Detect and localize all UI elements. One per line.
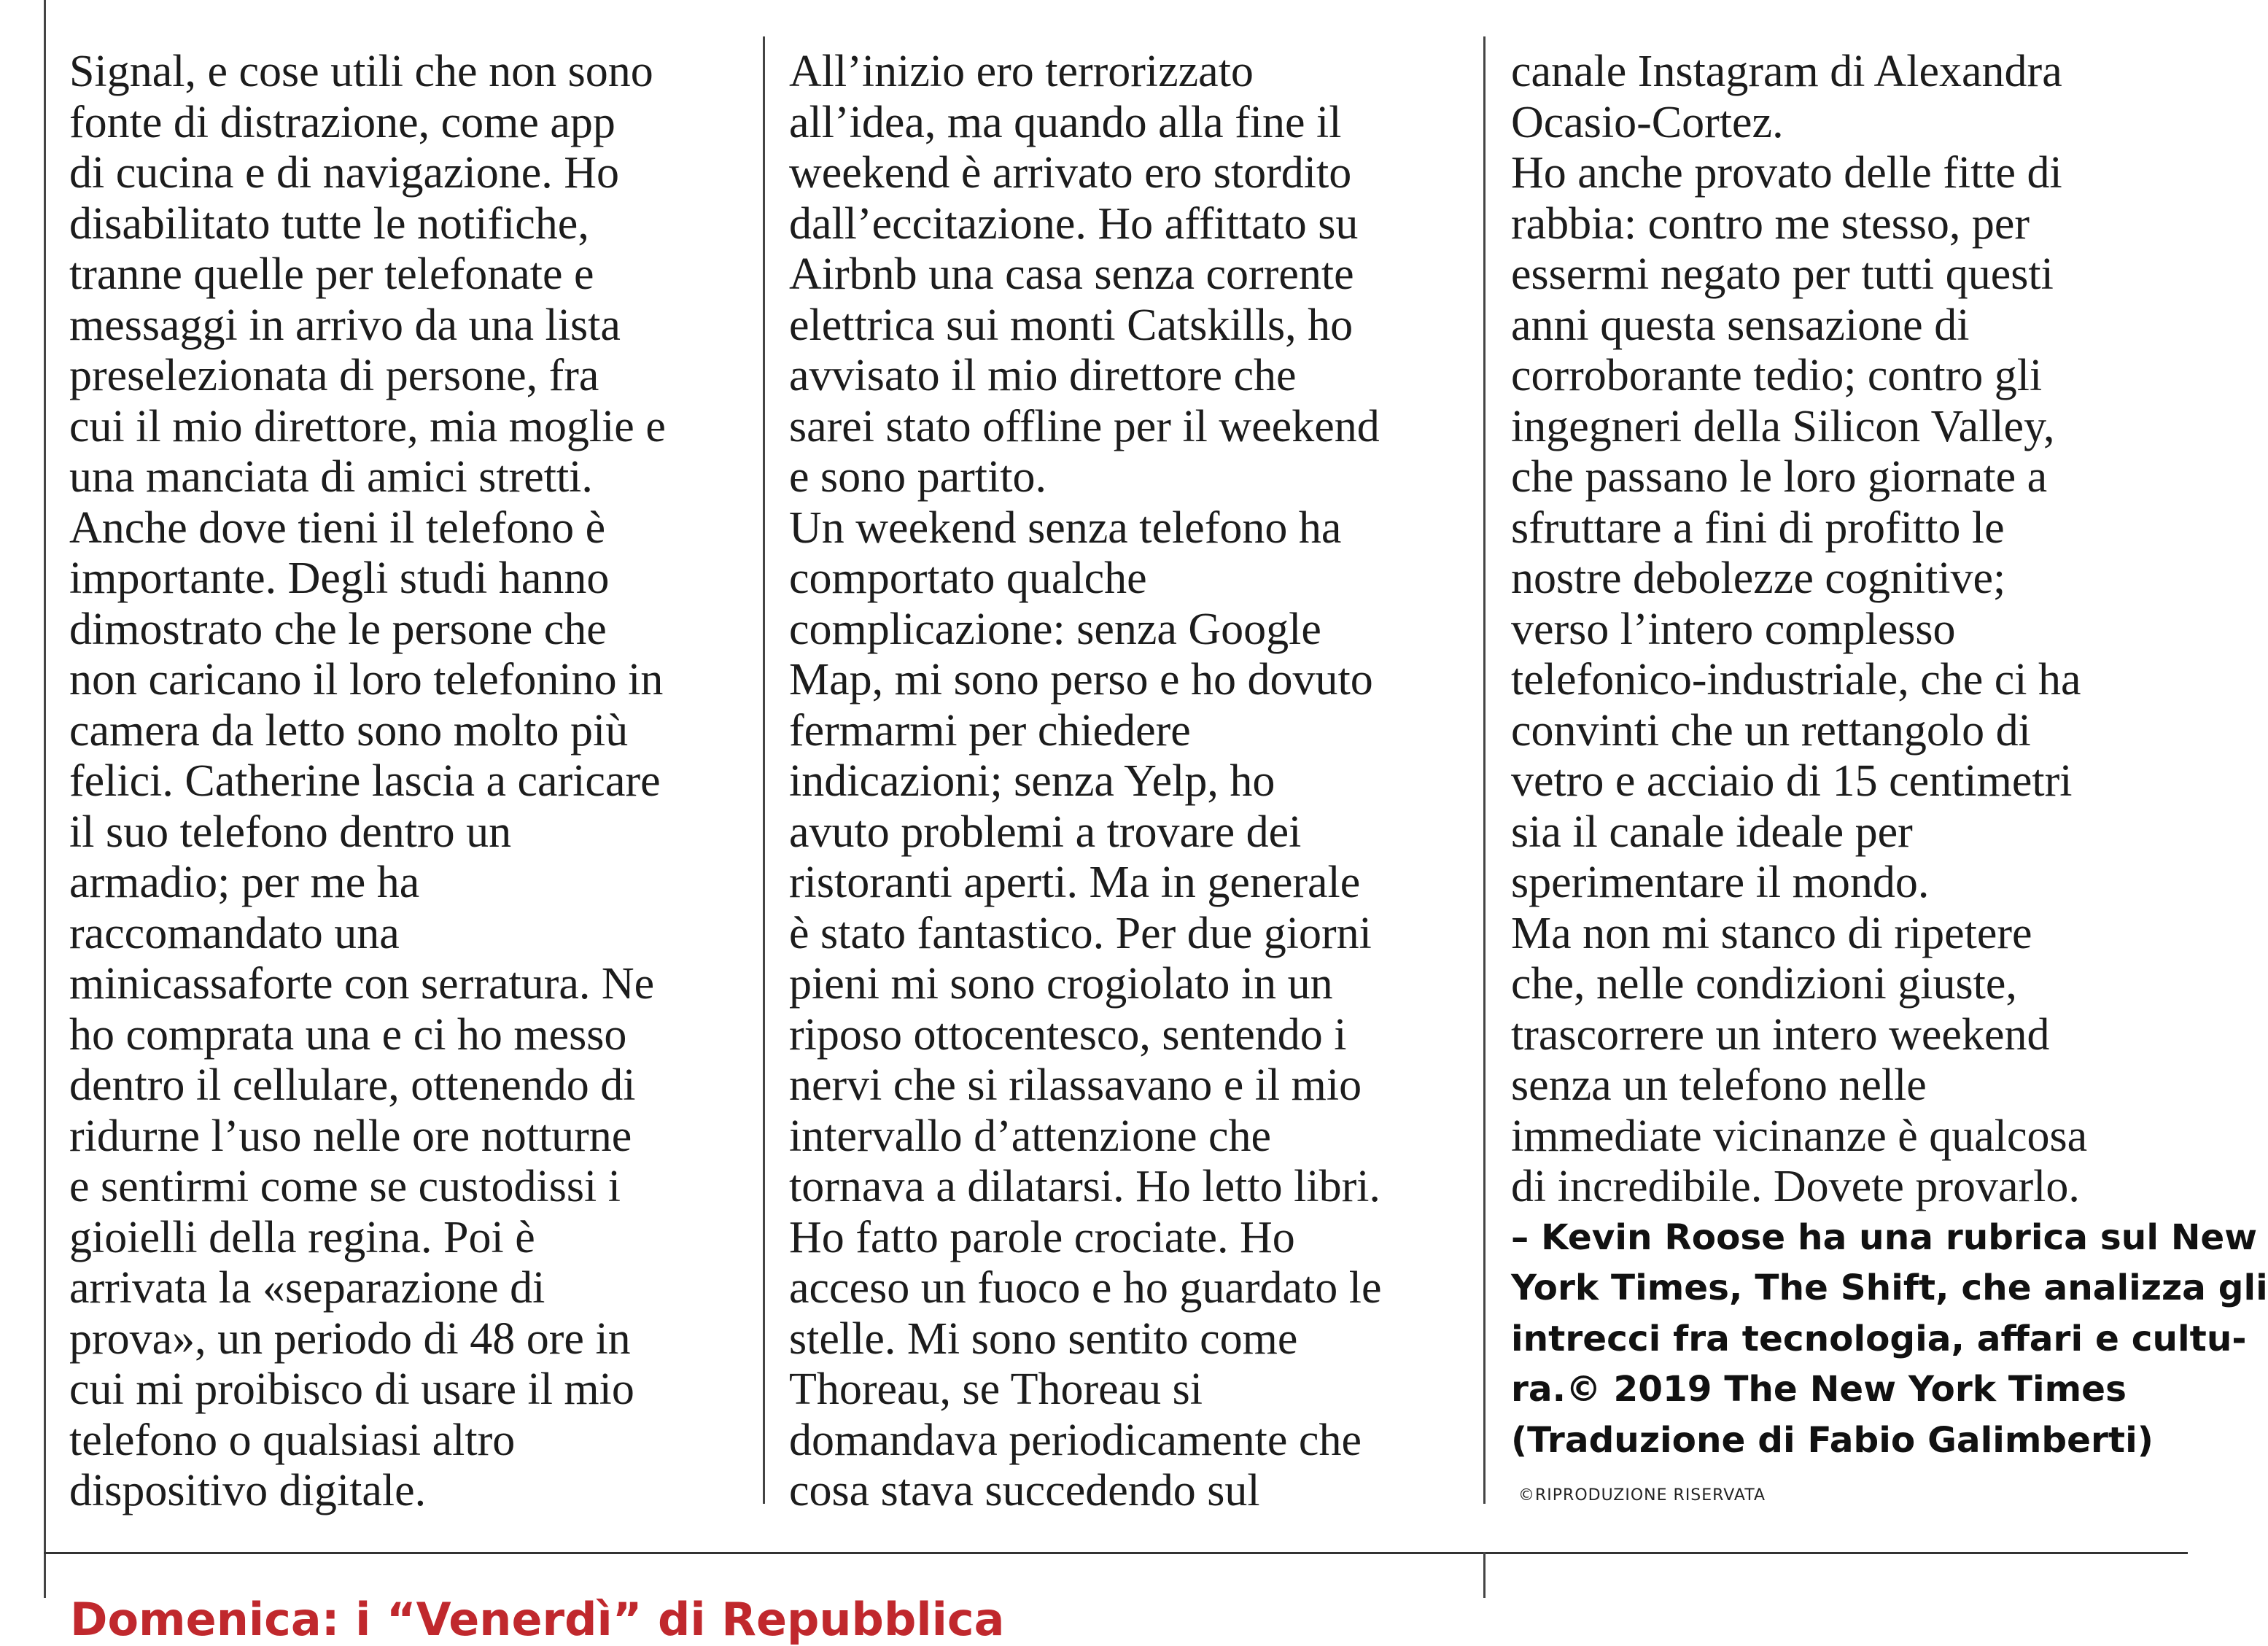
text-line: domandava periodicamente che	[789, 1415, 1362, 1465]
text-line: ho comprata una e ci ho messo	[69, 1009, 627, 1060]
text-line: pieni mi sono crogiolato in un	[789, 959, 1333, 1009]
text-line: dentro il cellulare, ottenendo di	[69, 1060, 636, 1110]
text-line: immediate vicinanze è qualcosa	[1511, 1111, 2088, 1161]
text-line: di cucina e di navigazione. Ho	[69, 148, 620, 198]
text-line: Thoreau, se Thoreau si	[789, 1364, 1203, 1414]
signature-line: ra.© 2019 The New York Times	[1511, 1369, 2127, 1410]
signature-line: York Times, The Shift, che analizza gli	[1511, 1268, 2268, 1308]
text-line: disabilitato tutte le notifiche,	[69, 198, 589, 249]
text-line: ridurne l’uso nelle ore notturne	[69, 1111, 632, 1161]
text-line: cui mi proibisco di usare il mio	[69, 1364, 634, 1414]
text-line: avvisato il mio direttore che	[789, 351, 1297, 400]
article-column-2	[789, 47, 1382, 1515]
article-column-1	[69, 47, 666, 1515]
text-line: Signal, e cose utili che non sono	[69, 47, 653, 96]
text-line: che passano le loro giornate a	[1511, 452, 2048, 502]
article-column-3	[1511, 47, 2268, 1505]
text-line: vetro e acciaio di 15 centimetri	[1511, 756, 2073, 806]
text-line: sfruttare a fini di profitto le	[1511, 502, 2005, 553]
column-rule-2	[1483, 36, 1486, 1504]
author-signature	[1511, 1213, 2268, 1467]
text-line: preselezionata di persone, fra	[69, 351, 599, 400]
text-line: Anche dove tieni il telefono è	[69, 502, 606, 553]
text-line: stelle. Mi sono sentito come	[789, 1313, 1298, 1364]
text-line: fonte di distrazione, come app	[69, 97, 615, 147]
text-line: tornava a dilatarsi. Ho letto libri.	[789, 1162, 1380, 1211]
text-line: è stato fantastico. Per due giorni	[789, 908, 1372, 958]
text-line: rabbia: contro me stesso, per	[1511, 198, 2030, 249]
text-line: all’idea, ma quando alla fine il	[789, 97, 1342, 147]
text-line: avuto problemi a trovare dei	[789, 807, 1302, 857]
text-line: telefonico-industriale, che ci ha	[1511, 655, 2081, 704]
text-line: importante. Degli studi hanno	[69, 554, 610, 603]
section-divider	[44, 1552, 2188, 1554]
text-line: sperimentare il mondo.	[1511, 858, 1930, 907]
text-line: armadio; per me ha	[69, 858, 420, 907]
text-line: indicazioni; senza Yelp, ho	[789, 756, 1275, 806]
text-line: tranne quelle per telefonate e	[69, 249, 594, 299]
text-line: canale Instagram di Alexandra	[1511, 47, 2062, 96]
text-line: comportato qualche	[789, 554, 1147, 603]
text-line: non caricano il loro telefonino in	[69, 655, 664, 704]
text-line: riposo ottocentesco, sentendo i	[789, 1009, 1347, 1060]
text-line: Ho fatto parole crociate. Ho	[789, 1212, 1295, 1262]
text-line: Ho anche provato delle fitte di	[1511, 148, 2062, 198]
text-line: ingegneri della Silicon Valley,	[1511, 401, 2055, 451]
text-line: verso l’intero complesso	[1511, 604, 1956, 654]
signature-line: intrecci fra tecnologia, affari e cultu-	[1511, 1318, 2247, 1359]
text-line: fermarmi per chiedere	[789, 705, 1191, 756]
text-line: senza un telefono nelle	[1511, 1060, 1927, 1110]
copyright-notice: ©RIPRODUZIONE RISERVATA	[1518, 1486, 1766, 1505]
text-line: Ma non mi stanco di ripetere	[1511, 908, 2032, 958]
text-line: telefono o qualsiasi altro	[69, 1415, 516, 1465]
text-line: dimostrato che le persone che	[69, 604, 607, 654]
text-line: arrivata la «separazione di	[69, 1263, 545, 1313]
signature-line: – Kevin Roose ha una rubrica sul New	[1511, 1216, 2258, 1258]
text-line: e sentirmi come se custodissi i	[69, 1162, 621, 1211]
text-line: cosa stava succedendo sul	[789, 1466, 1260, 1515]
text-line: dispositivo digitale.	[69, 1466, 427, 1515]
column-rule-1	[763, 36, 765, 1504]
text-line: acceso un fuoco e ho guardato le	[789, 1263, 1382, 1313]
text-line: Airbnb una casa senza corrente	[789, 249, 1354, 299]
text-line: nervi che si rilassavano e il mio	[789, 1060, 1362, 1110]
text-line: minicassaforte con serratura. Ne	[69, 959, 655, 1009]
column-rule-left	[44, 0, 46, 1598]
text-line: complicazione: senza Google	[789, 604, 1321, 654]
text-line: weekend è arrivato ero stordito	[789, 148, 1352, 198]
next-headline-strip	[70, 1584, 1005, 1646]
signature-line: (Traduzione di Fabio Galimberti)	[1511, 1419, 2154, 1461]
text-line: felici. Catherine lascia a caricare	[69, 756, 661, 806]
column-rule-lower	[1483, 1552, 1486, 1598]
text-line: trascorrere un intero weekend	[1511, 1009, 2050, 1060]
text-line: Un weekend senza telefono ha	[789, 502, 1342, 553]
text-line: prova», un periodo di 48 ore in	[69, 1313, 631, 1364]
text-line: di incredibile. Dovete provarlo.	[1511, 1162, 2080, 1211]
text-line: anni questa sensazione di	[1511, 300, 1970, 350]
text-line: corroborante tedio; contro gli	[1511, 351, 2043, 400]
text-line: All’inizio ero terrorizzato	[789, 47, 1254, 96]
text-line: dall’eccitazione. Ho affittato su	[789, 198, 1359, 249]
text-line: che, nelle condizioni giuste,	[1511, 959, 2017, 1009]
text-line: camera da letto sono molto più	[69, 705, 629, 756]
text-line: messaggi in arrivo da una lista	[69, 300, 621, 350]
text-line: intervallo d’attenzione che	[789, 1111, 1272, 1161]
text-line: ristoranti aperti. Ma in generale	[789, 858, 1361, 907]
text-line: nostre debolezze cognitive;	[1511, 554, 2006, 603]
next-headline: Domenica: i “Venerdì” di Repubblica	[70, 1593, 1005, 1646]
text-line: raccomandato una	[69, 908, 400, 958]
text-line: il suo telefono dentro un	[69, 807, 512, 857]
text-line: gioielli della regina. Poi è	[69, 1212, 535, 1262]
text-line: cui il mio direttore, mia moglie e	[69, 401, 666, 451]
text-line: sarei stato offline per il weekend	[789, 401, 1380, 451]
text-line: una manciata di amici stretti.	[69, 452, 593, 502]
text-line: convinti che un rettangolo di	[1511, 705, 2031, 756]
text-line: essermi negato per tutti questi	[1511, 249, 2054, 299]
text-line: sia il canale ideale per	[1511, 807, 1913, 857]
text-line: Ocasio-Cortez.	[1511, 97, 1784, 147]
text-line: e sono partito.	[789, 452, 1046, 502]
text-line: elettrica sui monti Catskills, ho	[789, 300, 1354, 350]
text-line: Map, mi sono perso e ho dovuto	[789, 655, 1373, 704]
